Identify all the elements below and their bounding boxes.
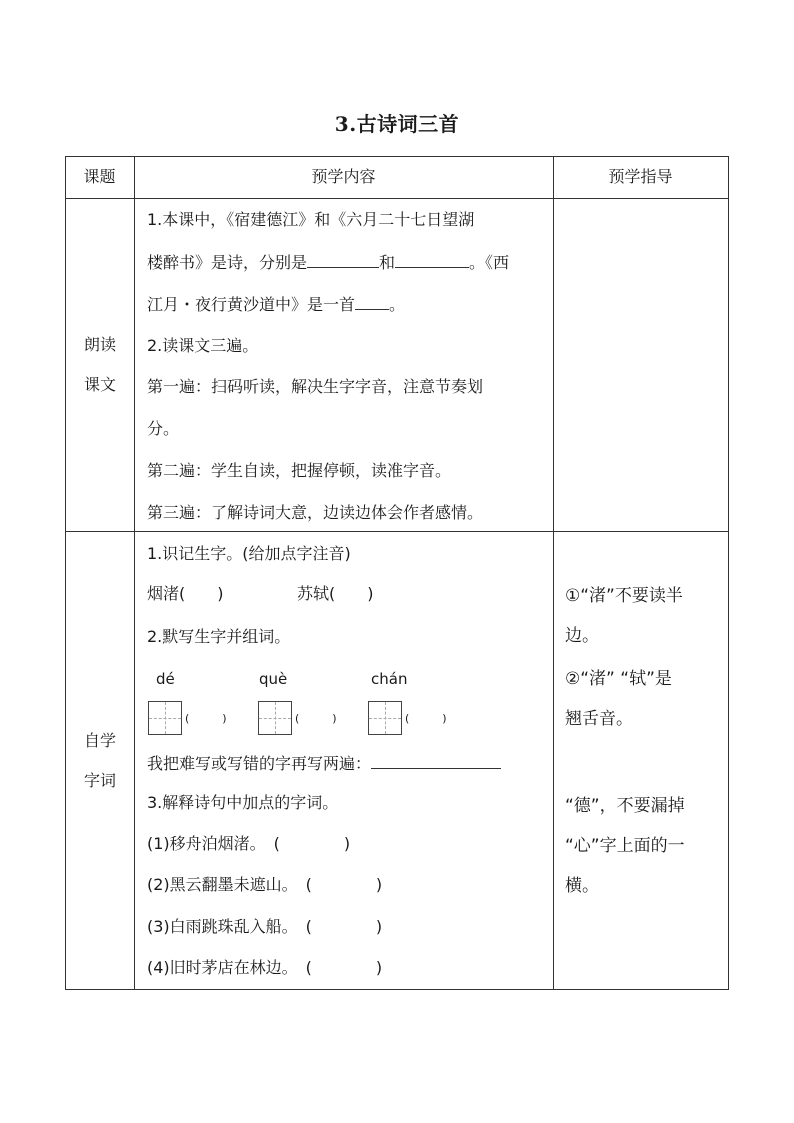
guide-note-1: ①“渚”不要读半 边。 [565,586,683,646]
guide-note-2: ②“渚” “轼”是 翘舌音。 [565,669,672,729]
section-label-line: 自学 [83,731,116,750]
section-label-vocab [66,721,134,801]
reading-line-1: 1.本课中，《宿建德江》和《六月二十七日望湖 [147,210,475,229]
word-paren-1: ( ) [185,712,227,725]
header-col-topic: 课题 [83,167,116,186]
reading-line-4: 2.读课文三遍。 [147,336,259,355]
writing-grid-box[interactable] [148,701,182,735]
vocab-line-5: 我把难写或写错的字再写两遍： [147,753,501,774]
table-divider-section [65,531,729,532]
table-divider-header [65,198,729,199]
reading-line-8: 第三遍：了解诗词大意，边读边体会作者感情。 [147,503,484,522]
vocab-line-6: 3.解释诗句中加点的字词。 [147,793,339,812]
pinyin-2: què [259,670,288,688]
question-4: (4)旧时茅店在林边。 ( ) [147,958,383,977]
word-paren-3: ( ) [405,712,447,725]
pinyin-3: chán [371,670,408,688]
blank-line [355,294,389,310]
table-border-left [65,156,66,990]
reading-line-6: 分。 [147,419,180,438]
blank-line [307,252,379,268]
reading-line-5: 第一遍：扫码听读，解决生字字音，注意节奏划 [147,377,484,396]
header-col-content: 预学内容 [311,167,376,186]
table-border-right [728,156,729,990]
table-divider-col2 [553,156,554,990]
lesson-table [65,156,729,990]
writing-grid-box[interactable] [258,701,292,735]
guide-note-3: “德”，不要漏掉 “心”字上面的一 横。 [565,796,685,896]
table-border-top [65,156,729,157]
question-1: (1)移舟泊烟渚。 ( ) [147,834,351,853]
header-col-guide: 预学指导 [608,167,673,186]
writing-grid-box[interactable] [368,701,402,735]
section-label-reading [66,325,134,405]
blank-line [371,753,501,769]
table-border-bottom [65,989,729,990]
vocab-word-2: 苏轼( ) [297,584,374,603]
section-label-line: 朗读 [83,335,116,354]
page-title: 3.古诗词三首 [334,112,460,136]
word-paren-2: ( ) [295,712,337,725]
vocab-word-1: 烟渚( ) [147,584,224,603]
reading-line-2: 楼醉书》是诗，分别是 和 。《西 [147,253,510,272]
vocab-line-3: 2.默写生字并组词。 [147,627,291,646]
pinyin-1: dé [156,670,175,688]
section-label-line: 字词 [83,771,116,790]
section-label-line: 课文 [83,375,116,394]
table-divider-col1 [134,156,135,990]
blank-line [395,252,469,268]
vocab-line-1: 1.识记生字。(给加点字注音) [147,544,351,563]
reading-line-7: 第二遍：学生自读，把握停顿，读准字音。 [147,461,452,480]
question-3: (3)白雨跳珠乱入船。 ( ) [147,917,383,936]
reading-line-3: 江月・夜行黄沙道中》是一首 。 [147,295,406,314]
question-2: (2)黑云翻墨未遮山。 ( ) [147,875,383,894]
